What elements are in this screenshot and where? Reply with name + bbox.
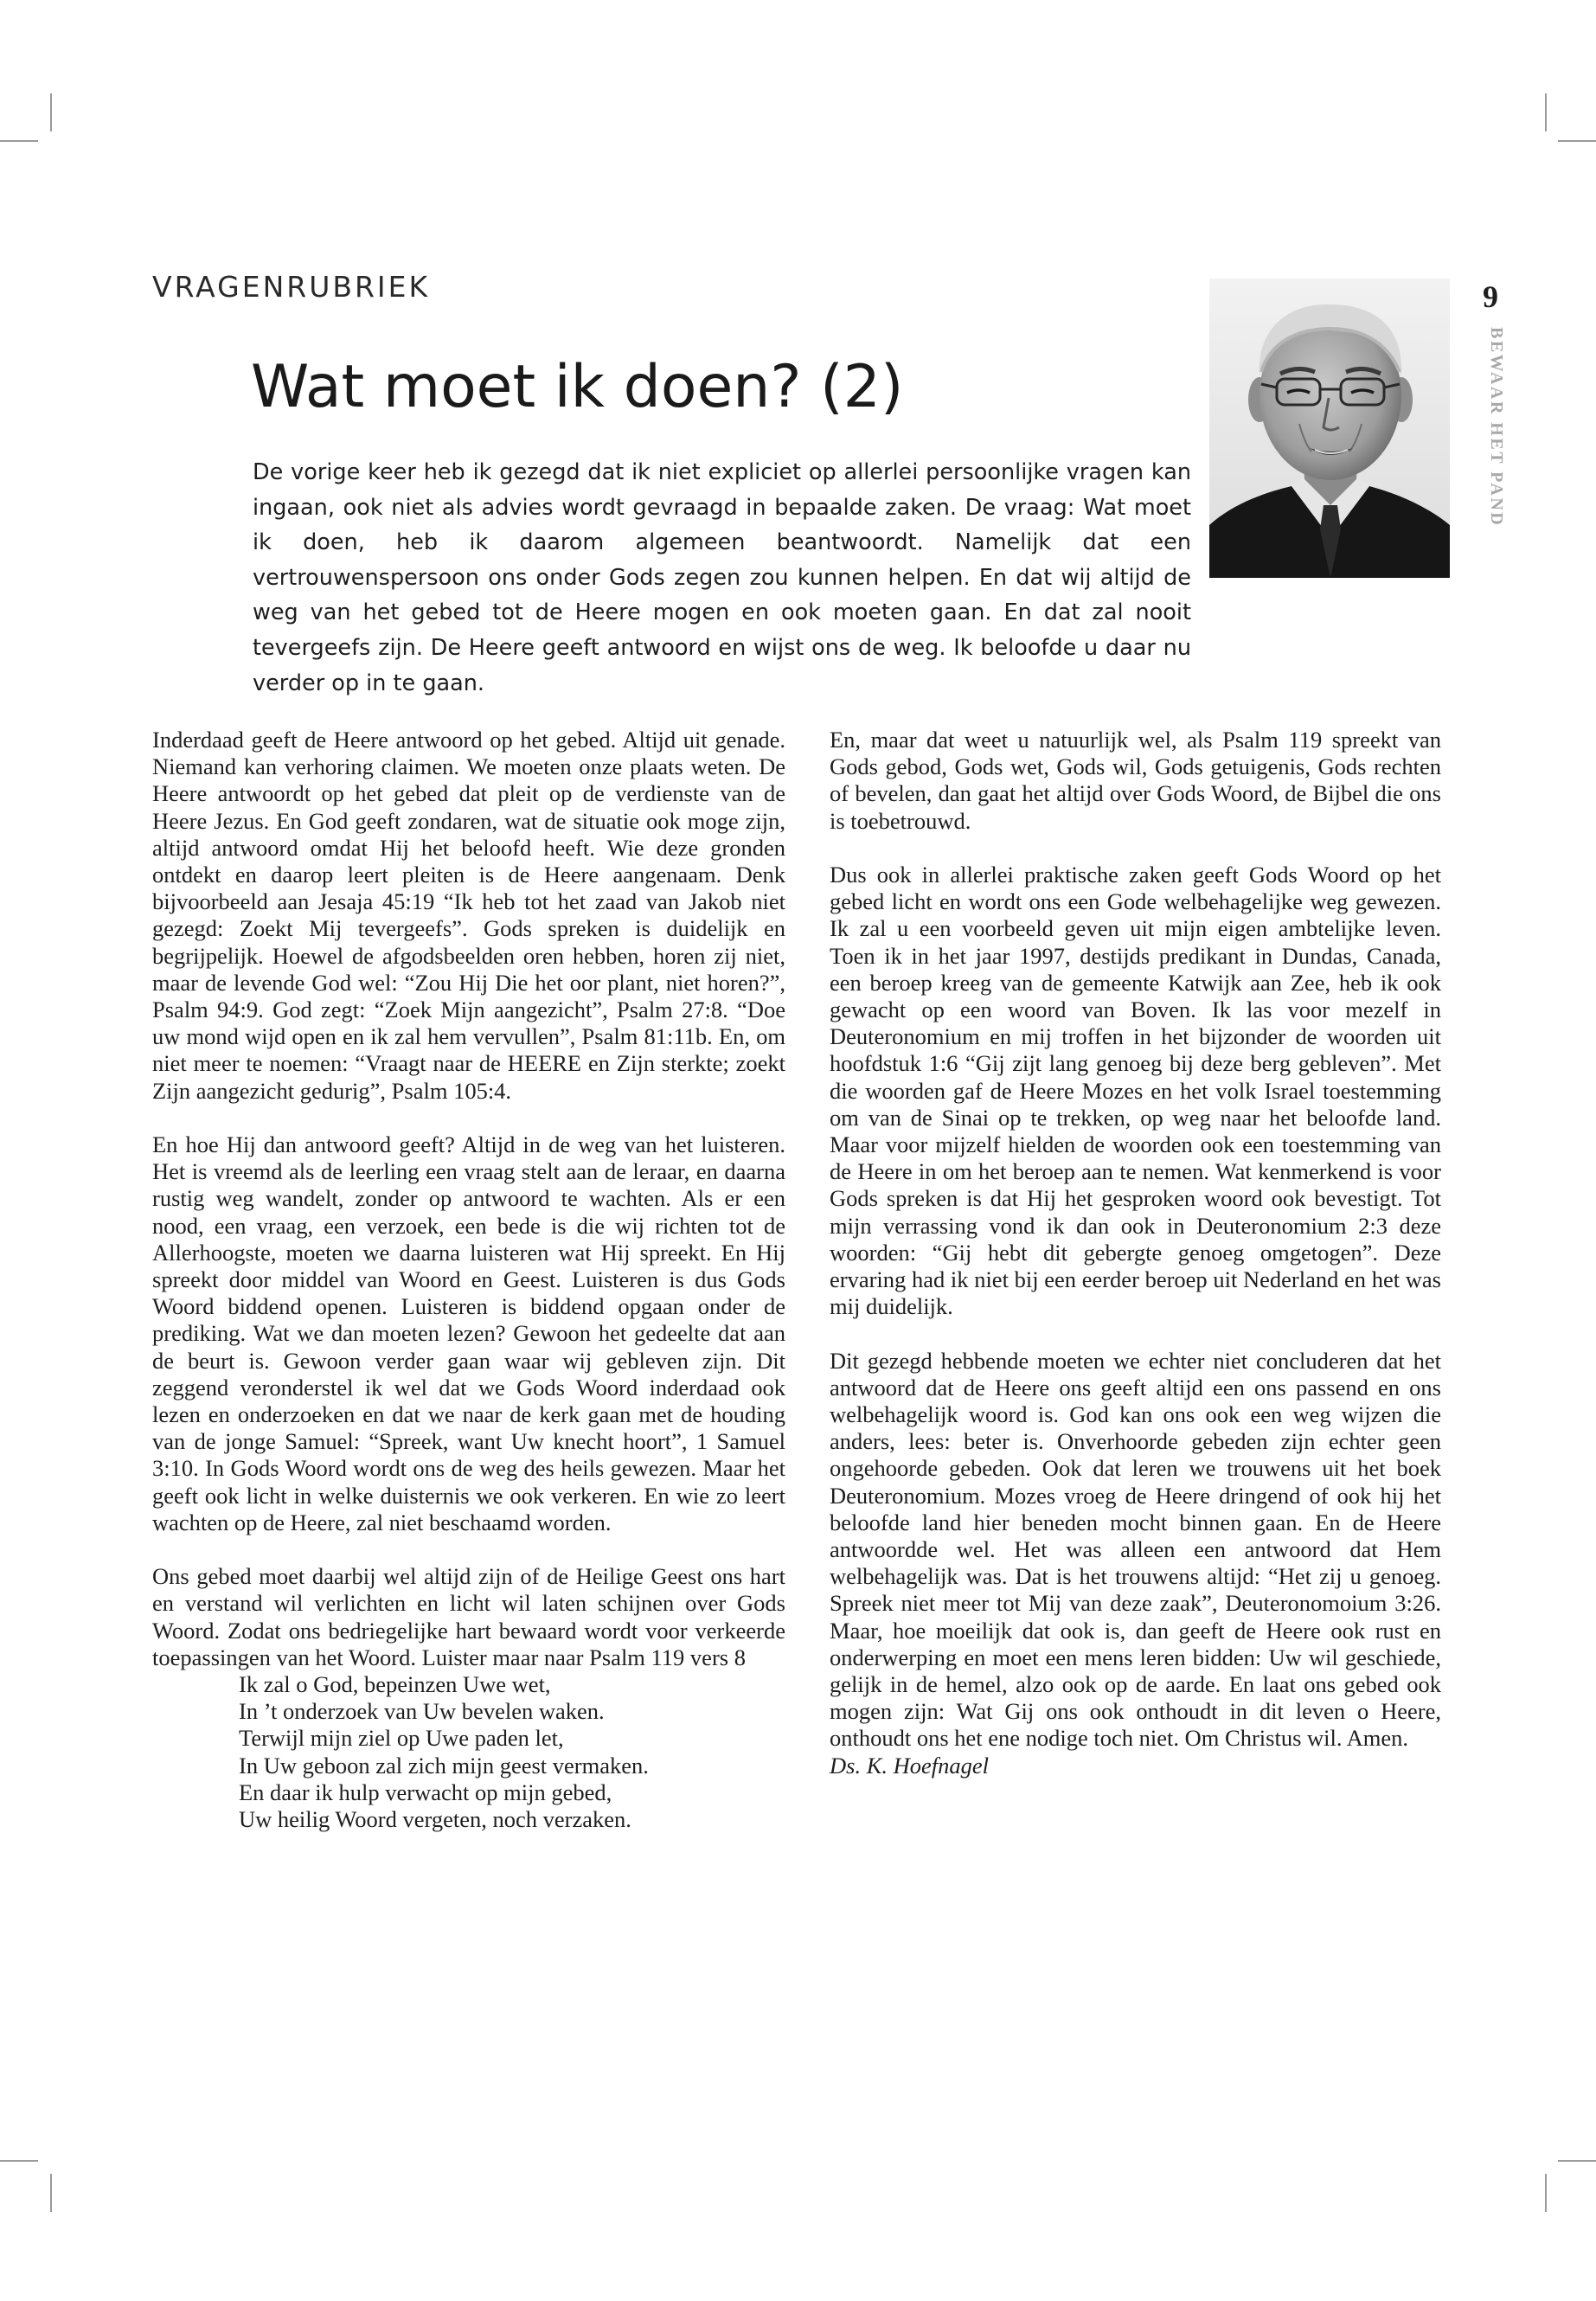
section-label: VRAGENRUBRIEK (152, 270, 431, 304)
crop-mark (0, 2160, 38, 2162)
crop-mark (1545, 93, 1547, 131)
author-portrait (1209, 279, 1450, 578)
article-intro: De vorige keer heb ik gezegd dat ik niet expliciet op allerlei persoonlijke vragen kan ingaan, ook niet als advies wordt gevraagd in bepaalde zaken. De vraag: Wat moet ik doen, heb ik daarom algemeen beantwoordt. Namelijk dat een vertrouwenspersoon ons onder Gods zegen zou kunnen helpen. En dat wij altijd de weg van het gebed tot de Heere mogen en ook moeten gaan. En dat zal nooit tevergeefs zijn. De Heere geeft antwoord en wijst ons de weg. Ik beloofde u daar nu verder op in te gaan. (253, 459, 1191, 696)
paragraph: Dit gezegd hebbende moeten we echter niet concluderen dat het antwoord dat de Heere ons geeft altijd een ons passend en ons welbehagelijk woord is. God kan ons ook een weg wijzen die anders, lees: beter is. Onverhoorde gebeden zijn echter geen ongehoorde gebeden. Ook dat leren we trouwens uit het boek Deuteronomium. Mozes vroeg de Heere dringend of ook hij het beloofde land hier beneden mocht binnen gaan. En de Heere antwoordde wel. Het was alleen een antwoord dat Hem welbehagelijk was. Dat is het trouwens altijd: “Het zij u genoeg. Spreek niet meer tot Mij van deze zaak”, Deuteronomoium 3:26. Maar, hoe moeilijk dat ook is, dan geeft de Heere ook rust en onderwerping en moet een mens leren bidden: Uw wil geschiede, gelijk in de hemel, alzo ook op de aarde. En laat ons gebed ook mogen zijn: Wat Gij ons ook onthoudt in dit leven o Heere, onthoudt ons het ene nodige toch niet. Om Christus wil. Amen. (830, 1347, 1441, 1752)
paragraph: Ons gebed moet daarbij wel altijd zijn of de Heilige Geest ons hart en verstand wil verlichten en licht wil laten schijnen over Gods Woord. Zodat ons bedriegelijke hart bewaard wordt voor verkeerde toepassingen van het Woord. Luister maar naar Psalm 119 vers 8 (152, 1563, 785, 1670)
paragraph: En, maar dat weet u natuurlijk wel, als Psalm 119 spreekt van Gods gebod, Gods wet, Gods wil, Gods getuigenis, Gods rechten of bevelen, dan gaat het altijd over Gods Woord, de Bijbel die ons is toebetrouwd. (830, 727, 1441, 834)
crop-mark (50, 93, 52, 131)
crop-mark (1558, 140, 1596, 142)
author-signature: Ds. K. Hoefnagel (830, 1752, 990, 1779)
paragraph: Dus ook in allerlei praktische zaken geeft Gods Woord op het gebed licht en wordt ons een Gode welbehagelijke weg gewezen. Ik zal u een voorbeeld geven uit mijn eigen ambtelijke leven. Toen ik in het jaar 1997, destijds predikant in Dundas, Canada, een beroep kreeg van de gemeente Katwijk aan Zee, heb ik ook gewacht op een woord van Boven. Ik las voor mezelf in Deuteronomium en mij troffen in het bijzonder de woorden uit hoofdstuk 1:6 “Gij zijt lang genoeg bij deze berg gebleven”. Met die woorden gaf de Heere Mozes en het volk Israel toestemming om van de Sinai op te trekken, op weg naar het beloofde land. Maar voor mijzelf hielden de woorden ook een toestemming van de Heere in om het beroep aan te nemen. Wat kenmerkend is voor Gods spreken is dat Hij het gesproken woord ook bevestigt. Tot mijn verrassing vond ik dan ook in Deuteronomium 2:3 deze woorden: “Gij hebt dit gebergte genoeg omgetogen”. Deze ervaring had ik niet bij een eerder beroep uit Nederland en het was mij duidelijk. (830, 862, 1441, 1320)
left-column (152, 727, 785, 1833)
crop-mark (0, 140, 38, 142)
magazine-name: BEWAAR HET PAND (1487, 327, 1506, 528)
poem-line: En daar ik hulp verwacht op mijn gebed, (239, 1779, 612, 1805)
article-title: Wat moet ik doen? (2) (251, 353, 904, 421)
crop-mark (1545, 2174, 1547, 2212)
crop-mark (1558, 2160, 1596, 2162)
page-number: 9 (1483, 279, 1498, 314)
poem-line: In ’t onderzoek van Uw bevelen waken. (239, 1698, 605, 1725)
crop-mark (50, 2174, 52, 2212)
poem-line: In Uw geboon zal zich mijn geest vermaken. (239, 1752, 649, 1779)
poem-line: Uw heilig Woord vergeten, noch verzaken. (239, 1806, 631, 1833)
poem-line: Ik zal o God, bepeinzen Uwe wet, (239, 1671, 551, 1698)
paragraph: Inderdaad geeft de Heere antwoord op het gebed. Altijd uit genade. Niemand kan verhoring claimen. We moeten onze plaats weten. De Heere antwoordt op het gebed dat pleit op de verdienste van de Heere Jezus. En God geeft zondaren, wat de situatie ook moge zijn, altijd antwoord omdat Hij het beloofd heeft. Wie deze gronden ontdekt en daarop leert pleiten is de Heere aangenaam. Denk bijvoorbeeld aan Jesaja 45:19 “Ik heb tot het zaad van Jakob niet gezegd: Zoekt Mij tevergeefs”. Gods spreken is duidelijk en begrijpelijk. Hoewel de afgodsbeelden oren hebben, horen zij niet, maar de levende God wel: “Zou Hij Die het oor plant, niet horen?”, Psalm 94:9. God zegt: “Zoek Mijn aangezicht”, Psalm 27:8. “Doe uw mond wijd open en ik zal hem vervullen”, Psalm 81:11b. En, om niet meer te noemen: “Vraagt naar de HEERE en Zijn sterkte; zoekt Zijn aangezicht gedurig”, Psalm 105:4. (152, 727, 785, 1104)
right-column (830, 727, 1441, 1806)
psalm-quote (239, 1671, 785, 1833)
paragraph: En hoe Hij dan antwoord geeft? Altijd in de weg van het luisteren. Het is vreemd als de leerling een vraag stelt aan de leraar, en daarna rustig weg wandelt, zonder op antwoord te wachten. Als er een nood, een vraag, een verzoek, een bede is die wij richten tot de Allerhoogste, moeten we daarna luisteren wat Hij spreekt. En Hij spreekt door middel van Woord en Geest. Luisteren is dus Gods Woord biddend openen. Luisteren is biddend opgaan onder de prediking. Wat we dan moeten lezen? Gewoon het gedeelte dat aan de beurt is. Gewoon verder gaan waar wij gebleven zijn. Dit zeggend veronderstel ik wel dat we Gods Woord inderdaad ook lezen en onderzoeken en dat we naar de kerk gaan met de houding van de jonge Samuel: “Spreek, want Uw knecht hoort”, 1 Samuel 3:10. In Gods Woord wordt ons de weg des heils gewezen. Maar het geeft ook licht in welke duisternis we ook verkeren. En wie zo leert wachten op de Heere, zal niet beschaamd worden. (152, 1131, 785, 1535)
poem-line: Terwijl mijn ziel op Uwe paden let, (239, 1725, 564, 1752)
